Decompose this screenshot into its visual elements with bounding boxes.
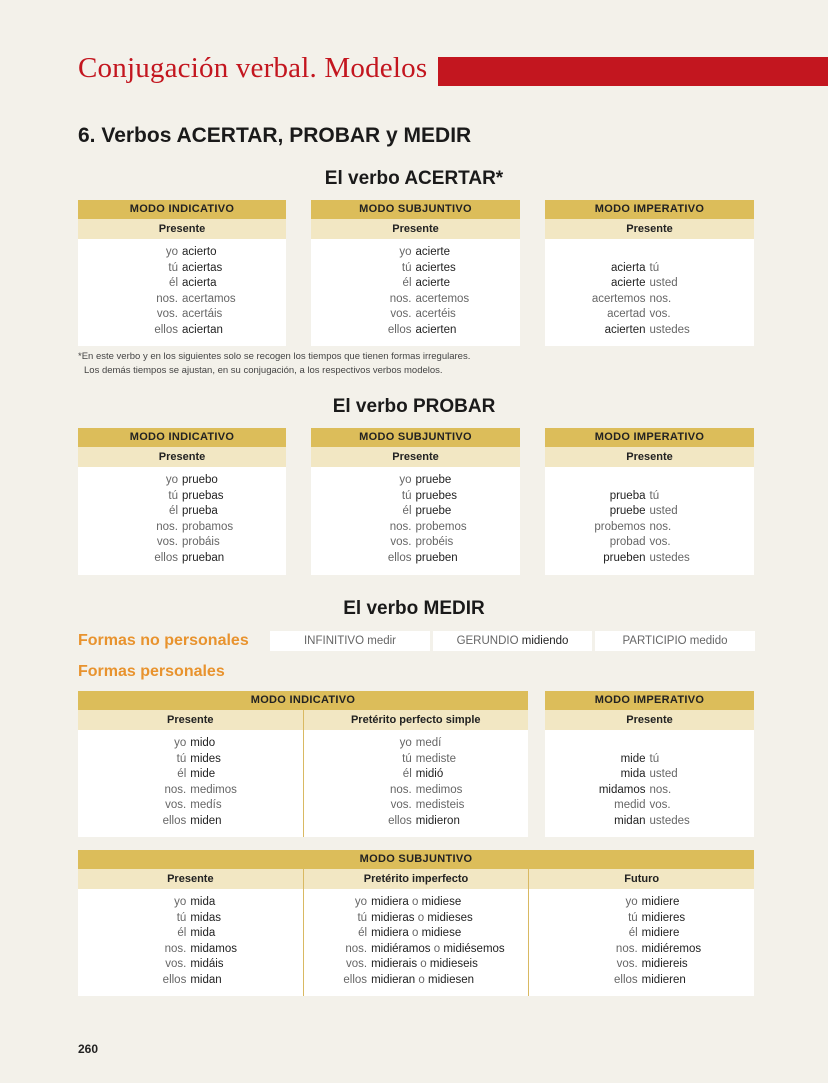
conj-row (311, 504, 520, 520)
conj-row (78, 973, 303, 989)
verb-form: acierta (610, 261, 646, 274)
conj-row (78, 551, 286, 567)
verb-form: pruebes (415, 489, 458, 502)
verb-form: midiere (641, 896, 680, 908)
verb-title-probar: El verbo PROBAR (332, 396, 496, 417)
mode-header: MODO SUBJUNTIVO (78, 850, 754, 869)
conj-row (304, 973, 529, 989)
tense-header: Presente (545, 219, 754, 239)
medir-subjuntivo-table (78, 850, 754, 996)
person-label: tú (357, 911, 368, 924)
header-accent-bar (438, 57, 828, 86)
person-label: él (628, 927, 638, 940)
conj-row (311, 292, 520, 308)
person-label: él (177, 927, 187, 940)
conj-row (78, 323, 286, 339)
conj-row (311, 551, 520, 567)
verb-form: midieran (371, 973, 416, 986)
gerundio-box (433, 631, 592, 651)
person-label: ellos (154, 551, 178, 564)
conj-row (545, 276, 754, 292)
conj-row (311, 307, 520, 323)
verb-form: acertáis (182, 308, 223, 321)
person-label: vos. (649, 799, 671, 812)
conj-body (78, 239, 286, 345)
conj-row (78, 489, 286, 505)
tense-header: Presente (78, 869, 303, 889)
person-label: vos. (345, 958, 368, 971)
verb-form: midiereis (641, 958, 688, 971)
mode-header: MODO IMPERATIVO (545, 200, 754, 219)
person-label: vos. (649, 308, 671, 321)
person-label: vos. (390, 536, 412, 549)
person-label: yo (174, 896, 187, 908)
conj-row (78, 504, 286, 520)
tense-header: Presente (311, 219, 520, 239)
verb-form: probemos (594, 520, 646, 533)
verb-form: acertad (607, 308, 646, 321)
acertar-indicativo-table (78, 200, 286, 346)
person-label: vos. (390, 308, 412, 321)
verb-form: midiésemos (443, 942, 505, 955)
verb-form: acertéis (415, 308, 456, 321)
conj-row (78, 736, 303, 752)
person-label: tú (649, 489, 660, 502)
person-label: ellos (387, 323, 412, 336)
person-label: él (402, 768, 412, 781)
conj-row (311, 323, 520, 339)
conj-row (311, 245, 520, 261)
conj-row (545, 261, 754, 277)
verb-form: midan (614, 814, 646, 827)
gerundio-label: GERUNDIO (456, 635, 519, 647)
conj-row (304, 957, 529, 973)
person-label: vos. (156, 536, 178, 549)
conj-row (545, 307, 754, 323)
person-label: nos. (164, 783, 187, 796)
conj-row (529, 973, 754, 989)
person-label: nos. (156, 520, 178, 533)
verb-form: midieses (427, 911, 473, 924)
mode-header: MODO SUBJUNTIVO (311, 200, 520, 219)
conj-row (304, 911, 529, 927)
verb-form: probad (609, 536, 646, 549)
probar-indicativo-table (78, 428, 286, 575)
verb-forms (371, 973, 528, 989)
conj-row (311, 473, 520, 489)
person-label: ustedes (649, 814, 690, 827)
person-label: yo (165, 246, 178, 258)
person-label: nos. (156, 292, 178, 305)
chapter-title: Conjugación verbal. Modelos (78, 52, 428, 84)
conj-row (78, 783, 303, 799)
tense-header: Presente (545, 710, 754, 730)
verb-form: probamos (182, 520, 234, 533)
person-label: ellos (614, 973, 638, 986)
person-label: yo (174, 737, 187, 749)
person-label: nos. (615, 942, 638, 955)
verb-form: midieron (415, 814, 460, 827)
person-label: tú (176, 752, 187, 765)
conj-row (311, 261, 520, 277)
gerundio-value: midiendo (521, 635, 569, 647)
verb-form: mida (190, 927, 216, 940)
conj-row (78, 292, 286, 308)
verb-form: mide (190, 768, 216, 781)
conj-body (303, 730, 529, 837)
conj-row (545, 783, 754, 799)
person-label: ellos (388, 814, 412, 827)
person-label: ellos (387, 551, 412, 564)
formas-no-personales-label: Formas no personales (78, 632, 249, 649)
conj-row (304, 767, 529, 783)
person-label: nos. (649, 292, 672, 305)
mode-header: MODO INDICATIVO (78, 200, 286, 219)
verb-form: midieres (641, 911, 686, 924)
conj-row (529, 895, 754, 911)
person-label: tú (176, 911, 187, 924)
person-label: tú (168, 489, 178, 502)
conj-row (78, 473, 286, 489)
conj-row (78, 942, 303, 958)
person-label: vos. (390, 799, 412, 812)
verb-form: midiera (371, 927, 409, 940)
conj-body (528, 889, 754, 996)
person-label: tú (168, 261, 178, 274)
person-label: tú (628, 911, 638, 924)
conj-row (545, 798, 754, 814)
verb-form: acierten (604, 323, 646, 336)
conj-row (545, 504, 754, 520)
probar-imperativo-table (545, 428, 754, 575)
verb-form: pruebe (415, 474, 452, 486)
verb-form: midieseis (429, 958, 478, 971)
conj-row (78, 798, 303, 814)
conj-row (545, 323, 754, 339)
verb-form: midieras (371, 911, 415, 924)
verb-form: prueba (609, 489, 646, 502)
conj-row (78, 957, 303, 973)
verb-form: mida (620, 768, 646, 781)
person-label: vos. (649, 536, 671, 549)
verb-form: midiera (371, 896, 409, 908)
verb-form: midiese (421, 896, 462, 908)
verb-form: acierte (610, 277, 646, 290)
conj-row (78, 767, 303, 783)
person-label: él (402, 277, 412, 290)
acertar-imperativo-table (545, 200, 754, 346)
person-label: vos. (165, 958, 187, 971)
conj-row (529, 957, 754, 973)
conj-row (78, 261, 286, 277)
conj-row (529, 942, 754, 958)
verb-title-medir: El verbo MEDIR (343, 598, 485, 619)
person-label: ellos (162, 814, 187, 827)
person-label: tú (402, 752, 412, 765)
verb-form: probemos (415, 520, 467, 533)
tense-header: Presente (78, 219, 286, 239)
participio-box (595, 631, 755, 651)
person-label: él (402, 505, 412, 518)
verb-form: mido (190, 737, 216, 749)
conj-body (545, 467, 754, 573)
verb-form: acertemos (415, 292, 470, 305)
infinitivo-box (270, 631, 430, 651)
verb-form: midiesen (427, 973, 475, 986)
person-label: ellos (343, 973, 368, 986)
participio-label: PARTICIPIO (622, 635, 687, 647)
conj-row (311, 489, 520, 505)
tense-header: Pretérito perfecto simple (303, 710, 529, 730)
conj-row (304, 752, 529, 768)
page-number: 260 (78, 1042, 99, 1056)
person-label: nos. (649, 520, 672, 533)
or-connector: o (411, 927, 419, 940)
conj-row (78, 814, 303, 830)
conj-row (304, 895, 529, 911)
conj-body (311, 467, 520, 573)
verb-forms (371, 895, 528, 911)
conj-row (545, 767, 754, 783)
mode-header: MODO SUBJUNTIVO (311, 428, 520, 447)
or-connector: o (417, 911, 425, 924)
tense-header: Presente (78, 710, 303, 730)
person-label: yo (625, 896, 638, 908)
verb-form: pruebe (609, 505, 646, 518)
verb-forms (371, 926, 528, 942)
probar-subjuntivo-table (311, 428, 520, 575)
footnote (78, 350, 470, 377)
person-label: nos. (345, 942, 368, 955)
verb-form: acertemos (591, 292, 646, 305)
mode-header: MODO IMPERATIVO (545, 691, 754, 710)
footnote-line-1: *En este verbo y en los siguientes solo se recogen los tiempos que tienen formas irregulares. (78, 351, 471, 362)
or-connector: o (433, 942, 441, 955)
conj-row (529, 911, 754, 927)
tense-header: Futuro (528, 869, 754, 889)
tense-header: Presente (545, 447, 754, 467)
person-label: nos. (389, 520, 412, 533)
verb-form: pruebe (415, 505, 452, 518)
verb-form: midierais (371, 958, 418, 971)
tense-header: Presente (311, 447, 520, 467)
conj-row (545, 752, 754, 768)
mode-header: MODO INDICATIVO (78, 428, 286, 447)
person-label: ellos (162, 973, 187, 986)
conj-row (304, 926, 529, 942)
verb-form: acierten (415, 323, 457, 336)
mode-header: MODO INDICATIVO (78, 691, 528, 710)
verb-form: acierte (415, 277, 451, 290)
conj-row (545, 520, 754, 536)
person-label: él (358, 927, 368, 940)
person-label: yo (354, 896, 368, 908)
person-label: usted (649, 768, 678, 781)
verb-form: acierta (182, 277, 217, 290)
person-label: ustedes (649, 323, 690, 336)
verb-form: midió (415, 768, 444, 781)
person-label: yo (399, 246, 412, 258)
person-label: tú (401, 489, 412, 502)
infinitivo-value: medir (367, 635, 397, 647)
infinitivo-label: INFINITIVO (303, 635, 365, 647)
verb-form: medimos (190, 783, 237, 796)
conj-row (545, 551, 754, 567)
or-connector: o (418, 973, 425, 986)
conj-row (304, 783, 529, 799)
conj-row (304, 814, 529, 830)
conj-row (78, 307, 286, 323)
verb-form: mediste (415, 752, 457, 765)
verb-title-acertar: El verbo ACERTAR* (324, 168, 504, 189)
verb-form: prueba (182, 505, 218, 518)
or-connector: o (411, 896, 419, 908)
verb-form: probéis (415, 536, 454, 549)
person-label: usted (649, 505, 678, 518)
conj-row (311, 535, 520, 551)
person-label: yo (399, 737, 412, 749)
conj-row (78, 535, 286, 551)
conj-body (78, 467, 286, 573)
person-label: él (169, 277, 178, 290)
person-label: usted (649, 277, 678, 290)
verb-form: midiese (421, 927, 462, 940)
verb-forms (371, 942, 528, 958)
verb-form: midamos (598, 783, 646, 796)
conj-row (311, 276, 520, 292)
medir-indicativo-table (78, 691, 528, 837)
conj-row (529, 926, 754, 942)
person-label: vos. (156, 308, 178, 321)
conj-body (78, 889, 303, 996)
conj-row (304, 942, 529, 958)
conj-row (78, 895, 303, 911)
verb-form: midieren (641, 973, 686, 986)
person-label: tú (649, 752, 660, 765)
participio-value: medido (689, 635, 728, 647)
person-label: él (177, 768, 187, 781)
verb-form: prueban (182, 551, 225, 564)
footnote-line-2: Los demás tiempos se ajustan, en su conjugación, a los respectivos verbos modelos. (84, 364, 443, 376)
verb-form: mide (620, 752, 646, 765)
person-label: ellos (154, 323, 178, 336)
verb-form: prueben (603, 551, 646, 564)
conj-body (78, 730, 303, 837)
conj-row (78, 926, 303, 942)
person-label: tú (401, 261, 412, 274)
tense-header: Pretérito imperfecto (303, 869, 529, 889)
person-label: él (169, 505, 178, 518)
mode-header: MODO IMPERATIVO (545, 428, 754, 447)
person-label: nos. (164, 942, 187, 955)
person-label: nos. (389, 292, 412, 305)
conj-row (78, 245, 286, 261)
conj-row (545, 292, 754, 308)
verb-form: medisteis (415, 799, 465, 812)
conj-row (78, 911, 303, 927)
verb-form: aciertan (182, 323, 223, 336)
conj-row (78, 276, 286, 292)
verb-form: medid (614, 799, 646, 812)
verb-form: acertamos (182, 292, 236, 305)
conj-body (545, 239, 754, 345)
acertar-subjuntivo-table (311, 200, 520, 346)
tense-header: Presente (78, 447, 286, 467)
verb-form: midáis (190, 958, 224, 971)
verb-form: prueben (415, 551, 458, 564)
conj-body (545, 730, 754, 836)
verb-form: midamos (190, 942, 237, 955)
medir-imperativo-table (545, 691, 754, 837)
conj-row (545, 814, 754, 830)
person-label: vos. (165, 799, 187, 812)
section-title: 6. Verbos ACERTAR, PROBAR y MEDIR (78, 124, 472, 147)
person-label: nos. (649, 783, 672, 796)
verb-forms (371, 957, 528, 973)
person-label: yo (165, 474, 178, 486)
conj-row (304, 798, 529, 814)
verb-form: midiéremos (641, 942, 702, 955)
conj-row (78, 520, 286, 536)
or-connector: o (420, 958, 427, 971)
verb-form: midan (190, 973, 222, 986)
person-label: yo (399, 474, 412, 486)
verb-form: acierto (182, 246, 217, 258)
verb-form: aciertes (415, 261, 456, 274)
conj-row (545, 489, 754, 505)
verb-form: probáis (182, 536, 220, 549)
verb-form: medimos (415, 783, 463, 796)
conj-row (311, 520, 520, 536)
verb-form: pruebo (182, 474, 218, 486)
verb-form: acierte (415, 246, 451, 258)
conj-row (78, 752, 303, 768)
person-label: tú (649, 261, 660, 274)
verb-form: midas (190, 911, 222, 924)
formas-personales-label: Formas personales (78, 663, 225, 680)
verb-form: pruebas (182, 489, 224, 502)
verb-form: midiéramos (371, 942, 431, 955)
person-label: nos. (390, 783, 412, 796)
person-label: vos. (616, 958, 638, 971)
verb-form: medí (415, 737, 442, 749)
verb-form: medís (190, 799, 222, 812)
conj-body (311, 239, 520, 345)
verb-form: aciertas (182, 261, 223, 274)
verb-form: miden (190, 814, 222, 827)
verb-forms (371, 911, 528, 927)
person-label: ustedes (649, 551, 690, 564)
verb-form: midiere (641, 927, 680, 940)
verb-form: mida (190, 896, 216, 908)
conj-row (545, 535, 754, 551)
conj-body (303, 889, 529, 996)
verb-form: mides (190, 752, 221, 765)
conj-row (304, 736, 529, 752)
